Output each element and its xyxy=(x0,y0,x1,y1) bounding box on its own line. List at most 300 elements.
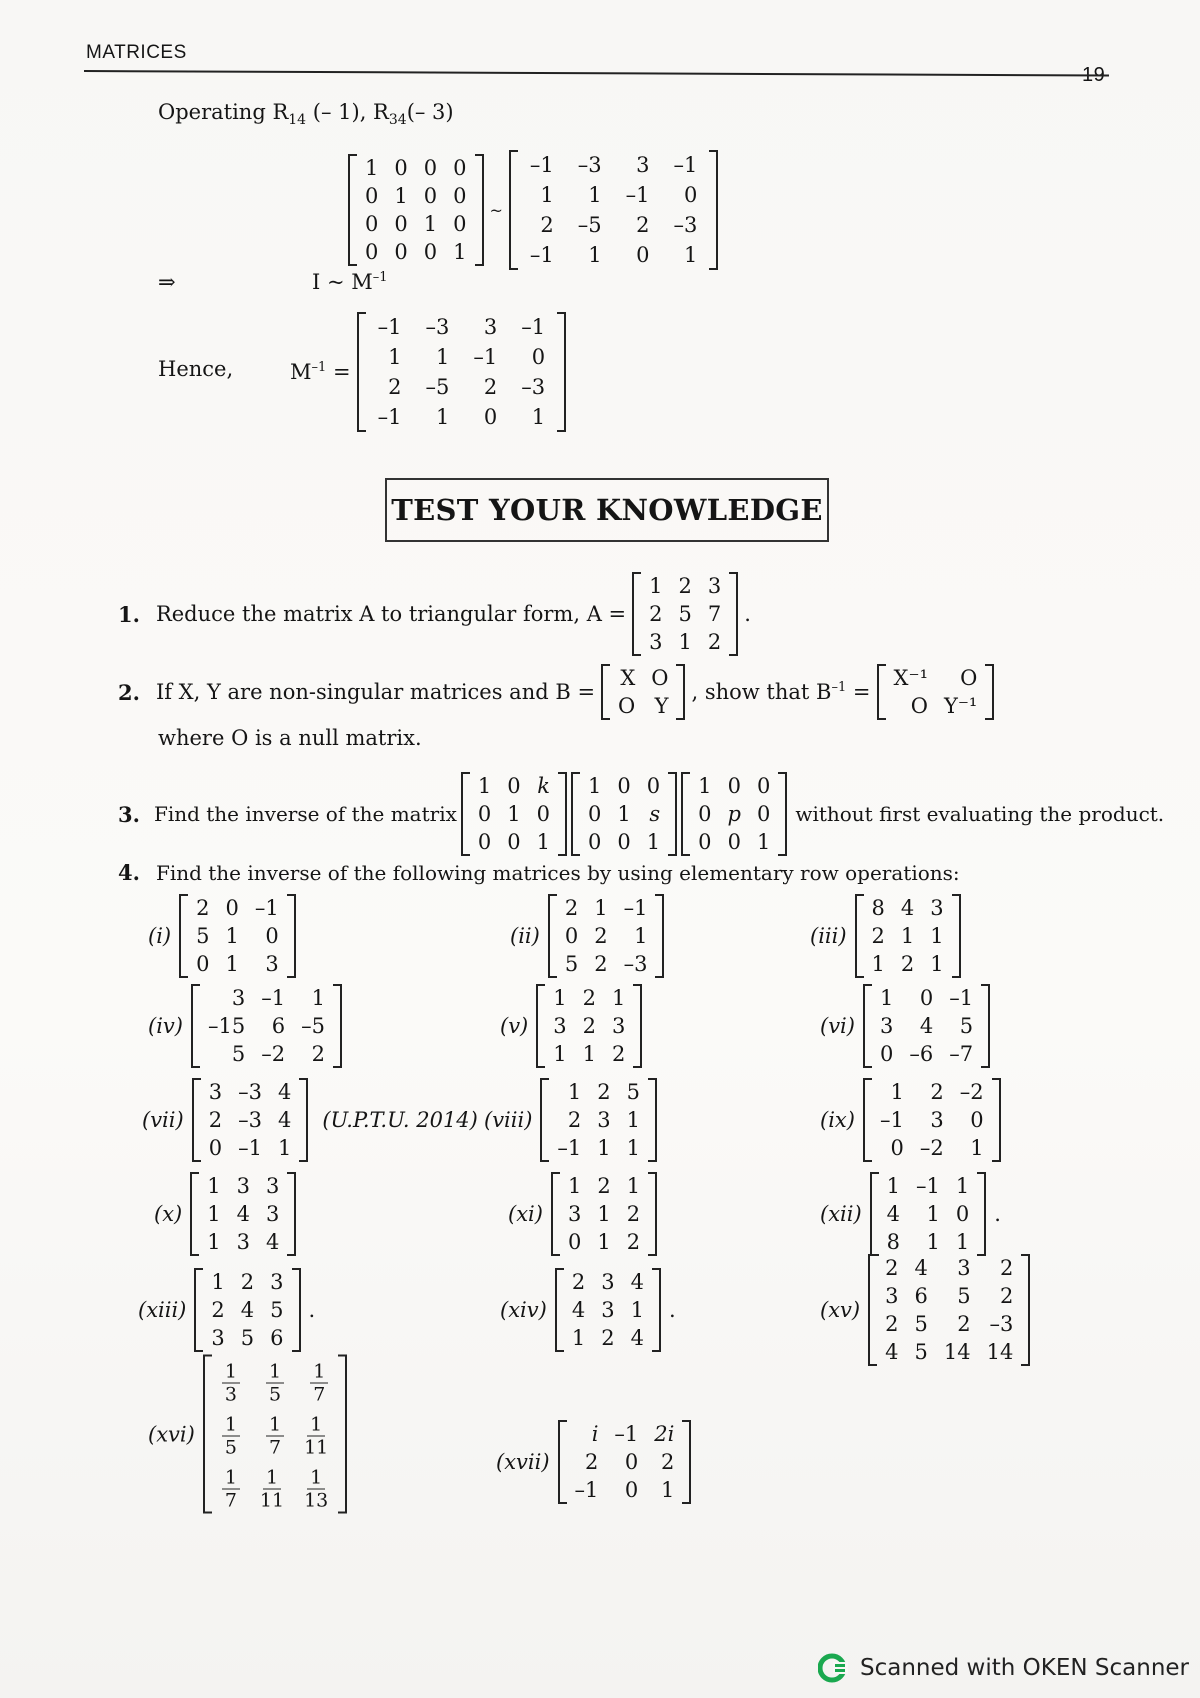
matrix-cell: 0 xyxy=(756,774,771,798)
exercise-matrix xyxy=(551,1172,657,1256)
exercise-matrix xyxy=(190,1172,296,1256)
matrix-cell: 1 xyxy=(423,212,438,236)
right-bracket xyxy=(287,1172,296,1256)
matrix-cell: 2 xyxy=(311,1042,325,1066)
matrix-cell: –1 xyxy=(916,1174,940,1198)
matrix-cell: 0 xyxy=(756,802,771,826)
matrix-cell: 3 xyxy=(265,1174,280,1198)
matrix-cell: 2 xyxy=(208,1108,223,1132)
matrix-cell: 1 xyxy=(540,183,554,207)
matrix-cell: –3 xyxy=(238,1080,262,1104)
matrix-cell: 4 xyxy=(919,1014,934,1038)
left-bracket xyxy=(203,1355,212,1514)
period: . xyxy=(308,1298,316,1322)
right-bracket xyxy=(981,984,990,1068)
exercise-label: (xvii) xyxy=(496,1450,550,1474)
exercise-item xyxy=(508,1172,657,1256)
matrix-cell: 3 xyxy=(265,952,279,976)
matrix-cell: –1 xyxy=(238,1136,262,1160)
matrix-cell: k xyxy=(537,774,550,798)
scanner-watermark xyxy=(818,1652,1189,1684)
matrix-cell: 2 xyxy=(388,375,402,399)
matrix-cell: X xyxy=(620,666,636,690)
exercise-item xyxy=(500,1268,676,1352)
matrix-cell: –1 xyxy=(574,1478,599,1502)
matrix-cell: 2 xyxy=(649,602,663,626)
matrix-cell: 0 xyxy=(588,802,602,826)
exercise-matrix xyxy=(863,984,990,1068)
matrix-cell: 4 xyxy=(914,1256,928,1280)
question-text: Reduce the matrix A to triangular form, A = xyxy=(155,602,627,626)
exercise-matrix xyxy=(191,984,342,1068)
right-bracket xyxy=(977,1172,986,1256)
matrix-cell: p xyxy=(727,802,741,826)
matrix-cell: 1 xyxy=(756,830,771,854)
matrix-cell: 0 xyxy=(394,240,408,264)
matrix-cell: 2 xyxy=(597,1174,611,1198)
matrix-cell: 0 xyxy=(567,1230,582,1254)
matrix-cell: 3 xyxy=(553,1014,567,1038)
matrix-cell: 1 xyxy=(597,1202,611,1226)
matrix-cell: 3 xyxy=(211,1326,225,1350)
matrix-cell: 2 xyxy=(612,1042,626,1066)
exercise-label: (vi) xyxy=(820,1014,855,1038)
right-bracket xyxy=(333,984,342,1068)
matrix-cell: O xyxy=(910,694,928,718)
matrix-cell: 4 xyxy=(900,896,915,920)
left-bracket xyxy=(191,984,200,1068)
matrix-cell: 2 xyxy=(483,375,498,399)
matrix-cell: 1 xyxy=(634,924,648,948)
question-2 xyxy=(118,664,994,720)
matrix-s xyxy=(571,772,677,856)
matrix-cell: 3 xyxy=(265,1202,280,1226)
left-bracket xyxy=(601,664,610,720)
right-bracket xyxy=(992,1078,1001,1162)
right-bracket xyxy=(676,664,685,720)
exercise-item xyxy=(154,1172,296,1256)
final-inverse-equation xyxy=(290,312,566,432)
question-text: If X, Y are non-singular matrices and B = xyxy=(155,680,596,704)
exercise-label: (i) xyxy=(148,924,172,948)
matrix-cell: 1 xyxy=(225,952,239,976)
matrix-cell: 4 xyxy=(277,1080,292,1104)
exercise-label: (iii) xyxy=(810,924,847,948)
matrix-cell: 5 xyxy=(240,1326,255,1350)
exercise-matrix xyxy=(555,1268,661,1352)
period: . xyxy=(994,1202,1001,1226)
exercise-matrix xyxy=(855,894,961,978)
matrix-cell: 1 xyxy=(553,986,567,1010)
matrix-cell: 1 xyxy=(571,1326,586,1350)
fraction-cell: $\frac{1}{11}$ xyxy=(259,1466,285,1512)
matrix-cell: 0 xyxy=(698,802,712,826)
matrix-cell: 1 xyxy=(582,1042,596,1066)
period: . xyxy=(668,1298,676,1322)
exercise-item xyxy=(496,1420,691,1504)
matrix-cell: –2 xyxy=(919,1136,944,1160)
matrix-cell: 1 xyxy=(626,1136,641,1160)
matrix-cell: 1 xyxy=(388,345,402,369)
matrix-cell: –7 xyxy=(949,1042,974,1066)
matrix-cell: i xyxy=(591,1422,599,1446)
matrix-cell: 5 xyxy=(564,952,579,976)
matrix-cell: –3 xyxy=(623,952,648,976)
matrix-cell: 0 xyxy=(684,183,698,207)
exercise-label: (xi) xyxy=(508,1202,543,1226)
matrix-cell: 1 xyxy=(211,1270,225,1294)
matrix-cell: 5 xyxy=(959,1014,974,1038)
matrix-cell: 1 xyxy=(660,1478,675,1502)
matrix-cell: 1 xyxy=(626,1108,641,1132)
left-bracket xyxy=(632,572,641,656)
matrix-cell: 0 xyxy=(507,774,521,798)
matrix-cell: 0 xyxy=(955,1202,970,1226)
matrix-cell: 0 xyxy=(919,986,934,1010)
fraction-cell: $\frac{1}{7}$ xyxy=(250,1408,294,1461)
matrix-cell: –1 xyxy=(623,896,648,920)
matrix-cell: 3 xyxy=(707,574,722,598)
matrix-cell: 0 xyxy=(624,1450,639,1474)
matrix-cell: –6 xyxy=(909,1042,934,1066)
matrix-cell: 3 xyxy=(567,1202,582,1226)
right-bracket xyxy=(668,772,677,856)
matrix-cell: 3 xyxy=(601,1270,615,1294)
matrix-cell: 0 xyxy=(423,156,438,180)
header-rule xyxy=(84,70,1109,76)
fraction-cell: $\frac{1}{5}$ xyxy=(212,1408,250,1461)
exercise-label: (ii) xyxy=(510,924,540,948)
left-bracket xyxy=(681,772,690,856)
matrix-cell: 3 xyxy=(483,315,498,339)
matrix-cell: 2 xyxy=(582,1014,596,1038)
matrix-cell: –1 xyxy=(949,986,974,1010)
matrix-cell: –1 xyxy=(625,183,650,207)
left-bracket xyxy=(194,1268,203,1352)
exercise-label: (xiv) xyxy=(500,1298,547,1322)
exercise-label: (iv) xyxy=(148,1014,183,1038)
exercise-label: (xii) xyxy=(820,1202,862,1226)
matrix-cell: 2 xyxy=(196,896,210,920)
matrix-cell: 1 xyxy=(207,1174,221,1198)
question-number: 1. xyxy=(118,601,140,627)
exercise-item xyxy=(148,1355,347,1514)
matrix-cell: 2 xyxy=(885,1256,899,1280)
left-bracket xyxy=(855,894,864,978)
right-bracket xyxy=(778,772,787,856)
matrix-cell: 1 xyxy=(926,1202,940,1226)
matrix-cell: X⁻¹ xyxy=(893,666,928,690)
matrix-cell: 3 xyxy=(930,1108,944,1132)
left-bracket xyxy=(190,1172,199,1256)
right-bracket xyxy=(557,312,566,432)
matrix-cell: 5 xyxy=(914,1340,928,1364)
matrix-cell: 3 xyxy=(879,1014,894,1038)
matrix-cell: 2 xyxy=(678,574,692,598)
left-bracket xyxy=(509,150,518,270)
exercise-matrix xyxy=(548,894,665,978)
question-text: Find the inverse of the following matrices by using elementary row operations: xyxy=(155,860,960,885)
matrix-cell: –1 xyxy=(521,315,546,339)
matrix-cell: 2 xyxy=(999,1284,1014,1308)
exercise-matrix xyxy=(870,1172,987,1256)
matrix-cell: 1 xyxy=(531,405,546,429)
matrix-cell: 3 xyxy=(270,1270,284,1294)
matrix-cell: 1 xyxy=(477,774,492,798)
matrix-cell: 1 xyxy=(311,986,325,1010)
matrix-cell: 1 xyxy=(890,1080,904,1104)
matrix-cell: 2 xyxy=(582,986,596,1010)
right-bracket xyxy=(682,1420,691,1504)
right-bracket xyxy=(1021,1254,1030,1366)
matrix-cell: 2 xyxy=(707,630,722,654)
matrix-cell: 1 xyxy=(930,924,944,948)
matrix-cell: 0 xyxy=(890,1136,904,1160)
matrix-cell: 2 xyxy=(636,213,650,237)
fraction-cell: $\frac{1}{5}$ xyxy=(250,1355,294,1408)
matrix-cell: 2 xyxy=(594,924,608,948)
left-bracket xyxy=(536,984,545,1068)
matrix-cell: 3 xyxy=(597,1108,611,1132)
matrix-cell: –1 xyxy=(557,1136,582,1160)
matrix-cell: 1 xyxy=(567,1174,582,1198)
matrix-cell: 2 xyxy=(585,1450,599,1474)
row-reduction-equation xyxy=(348,150,718,270)
right-bracket xyxy=(338,1355,347,1514)
matrix-cell: 1 xyxy=(649,574,663,598)
question-number: 4. xyxy=(118,860,140,885)
matrix-cell: –1 xyxy=(529,153,554,177)
matrix-cell: –1 xyxy=(614,1422,639,1446)
question-1 xyxy=(118,572,751,656)
matrix-cell: 14 xyxy=(986,1340,1014,1364)
matrix-cell: 0 xyxy=(453,156,467,180)
matrix-cell: –3 xyxy=(577,153,602,177)
matrix-cell: 3 xyxy=(930,896,944,920)
matrix-cell: 0 xyxy=(624,1478,639,1502)
right-bracket xyxy=(633,984,642,1068)
matrix-cell: –3 xyxy=(238,1108,262,1132)
matrix-cell: –1 xyxy=(377,315,402,339)
matrix-cell: 2 xyxy=(601,1326,615,1350)
matrix-cell: 1 xyxy=(630,1298,644,1322)
exercise-matrix xyxy=(536,984,642,1068)
matrix-cell: 4 xyxy=(630,1326,644,1350)
scanner-text: Scanned with OKEN Scanner xyxy=(860,1655,1189,1681)
matrix-cell: 1 xyxy=(900,924,915,948)
matrix-cell: 5 xyxy=(626,1080,641,1104)
matrix-cell: 0 xyxy=(453,212,467,236)
matrix-p xyxy=(681,772,787,856)
exercise-matrix xyxy=(558,1420,692,1504)
matrix-cell: 2 xyxy=(597,1080,611,1104)
matrix-cell: 1 xyxy=(588,774,602,798)
matrix-cell: 0 xyxy=(507,830,521,854)
matrix-a xyxy=(632,572,738,656)
matrix-cell: 5 xyxy=(270,1298,284,1322)
matrix-cell: –3 xyxy=(673,213,698,237)
matrix-cell: –1 xyxy=(473,345,498,369)
m-inverse-label: $M^{-1}$ = xyxy=(290,360,351,384)
right-bracket xyxy=(292,1268,301,1352)
matrix-cell: 4 xyxy=(571,1298,586,1322)
matrix-cell: 5 xyxy=(678,602,692,626)
right-bracket xyxy=(985,664,994,720)
matrix-cell: 2 xyxy=(567,1108,582,1132)
matrix-cell: –1 xyxy=(377,405,402,429)
exercise-item xyxy=(510,894,664,978)
matrix-cell: 4 xyxy=(277,1108,292,1132)
matrix-cell: 2 xyxy=(999,1256,1014,1280)
exercise-matrix xyxy=(194,1268,300,1352)
right-bracket xyxy=(729,572,738,656)
left-bracket xyxy=(179,894,188,978)
right-bracket xyxy=(299,1078,308,1162)
exercise-matrix xyxy=(868,1254,1030,1366)
matrix-cell: 6 xyxy=(914,1284,928,1308)
matrix-cell: –2 xyxy=(261,1042,286,1066)
matrix-cell: 2 xyxy=(571,1270,586,1294)
matrix-cell: 1 xyxy=(930,952,944,976)
matrix-cell: 3 xyxy=(636,153,650,177)
matrix-cell: 0 xyxy=(394,212,408,236)
left-bracket xyxy=(877,664,886,720)
tilde-sign: ~ xyxy=(489,200,503,220)
exercise-matrix xyxy=(179,894,296,978)
matrix-cell: 1 xyxy=(626,1174,641,1198)
matrix-cell: 2 xyxy=(885,1312,899,1336)
question-number: 2. xyxy=(118,679,140,705)
exercise-item xyxy=(142,1078,478,1162)
fraction-cell: $\frac{1}{13}$ xyxy=(304,1466,329,1512)
matrix-cell: 4 xyxy=(236,1202,250,1226)
matrix-b xyxy=(601,664,685,720)
exercise-item xyxy=(148,894,296,978)
matrix-cell: 3 xyxy=(612,1014,626,1038)
matrix-cell: 2 xyxy=(564,896,579,920)
inverse-matrix xyxy=(509,150,719,270)
exercise-item xyxy=(500,984,642,1068)
left-bracket xyxy=(192,1078,201,1162)
right-bracket xyxy=(648,1078,657,1162)
matrix-cell: 6 xyxy=(270,1326,284,1350)
matrix-cell: 0 xyxy=(727,774,741,798)
matrix-cell: –3 xyxy=(989,1312,1014,1336)
matrix-cell: 5 xyxy=(957,1284,971,1308)
matrix-cell: 1 xyxy=(955,1230,970,1254)
matrix-cell: 1 xyxy=(207,1202,221,1226)
exercise-item xyxy=(820,1078,1001,1162)
matrix-cell: 1 xyxy=(588,183,602,207)
matrix-cell: 1 xyxy=(871,952,885,976)
exam-reference: (U.P.T.U. 2014) xyxy=(322,1108,478,1132)
matrix-cell: 5 xyxy=(196,924,210,948)
matrix-cell: 5 xyxy=(914,1312,928,1336)
matrix-cell: –3 xyxy=(521,375,546,399)
matrix-cell: 4 xyxy=(240,1298,255,1322)
matrix-cell: 0 xyxy=(564,924,579,948)
question-number: 3. xyxy=(118,801,140,827)
left-bracket xyxy=(548,894,557,978)
matrix-cell: 1 xyxy=(435,405,450,429)
matrix-cell: 2 xyxy=(930,1080,944,1104)
matrix-cell: 3 xyxy=(885,1284,899,1308)
matrix-cell: 1 xyxy=(886,1174,901,1198)
left-bracket xyxy=(863,984,872,1068)
implies-arrow: ⇒ xyxy=(158,270,176,294)
matrix-cell: 8 xyxy=(886,1230,901,1254)
matrix-cell: 3 xyxy=(601,1298,615,1322)
matrix-cell: 1 xyxy=(553,1042,567,1066)
matrix-cell: 1 xyxy=(365,156,379,180)
exercise-label: (vii) xyxy=(142,1108,184,1132)
matrix-cell: 0 xyxy=(477,830,492,854)
identity-matrix xyxy=(348,154,484,266)
matrix-cell: 2 xyxy=(540,213,554,237)
matrix-cell: 1 xyxy=(435,345,450,369)
fraction-cell: $\frac{1}{7}$ xyxy=(212,1461,250,1514)
matrix-cell: O xyxy=(960,666,978,690)
matrix-cell: 1 xyxy=(955,1174,970,1198)
matrix-cell: 2 xyxy=(240,1270,255,1294)
null-matrix-note: where O is a null matrix. xyxy=(158,726,422,750)
matrix-cell: 4 xyxy=(886,1202,901,1226)
exercise-matrix xyxy=(192,1078,309,1162)
matrix-cell: 0 xyxy=(423,240,438,264)
matrix-cell: 2 xyxy=(660,1450,675,1474)
matrix-cell: 0 xyxy=(394,156,408,180)
matrix-cell: 3 xyxy=(236,1174,250,1198)
matrix-cell: 1 xyxy=(225,924,239,948)
matrix-cell: 2 xyxy=(957,1312,971,1336)
left-bracket xyxy=(555,1268,564,1352)
matrix-cell: 1 xyxy=(588,243,602,267)
right-bracket xyxy=(652,1268,661,1352)
matrix-cell: 0 xyxy=(196,952,210,976)
matrix-cell: 0 xyxy=(365,184,379,208)
show-that-text: , show that $B^{-1}$ = xyxy=(691,680,871,704)
matrix-cell: 1 xyxy=(612,986,626,1010)
matrix-cell: 0 xyxy=(477,802,492,826)
matrix-cell: 0 xyxy=(970,1108,984,1132)
left-bracket xyxy=(461,772,470,856)
right-bracket xyxy=(648,1172,657,1256)
scanner-logo-icon xyxy=(818,1652,850,1684)
fraction-cell: $\frac{1}{3}$ xyxy=(212,1355,250,1408)
exercise-label: (v) xyxy=(500,1014,529,1038)
matrix-cell: 3 xyxy=(208,1080,223,1104)
exercise-label: (xiii) xyxy=(138,1298,187,1322)
matrix-cell: 2 xyxy=(871,924,885,948)
exercise-item xyxy=(138,1268,315,1352)
question-3 xyxy=(118,772,1164,856)
matrix-cell: 0 xyxy=(365,240,379,264)
matrix-cell: 8 xyxy=(871,896,885,920)
matrix-k xyxy=(461,772,567,856)
exercise-item xyxy=(484,1078,657,1162)
matrix-cell: –5 xyxy=(425,375,450,399)
exercise-matrix xyxy=(863,1078,1001,1162)
matrix-cell: 1 xyxy=(970,1136,984,1160)
operating-line: Operating $R_{14}$ (– 1), $R_{34}(-$ 3) xyxy=(158,100,454,129)
matrix-cell: –1 xyxy=(529,243,554,267)
left-bracket xyxy=(870,1172,879,1256)
matrix-cell: 6 xyxy=(271,1014,286,1038)
matrix-cell: 0 xyxy=(879,1042,894,1066)
exercise-item xyxy=(820,984,990,1068)
matrix-cell: 0 xyxy=(698,830,712,854)
left-bracket xyxy=(540,1078,549,1162)
